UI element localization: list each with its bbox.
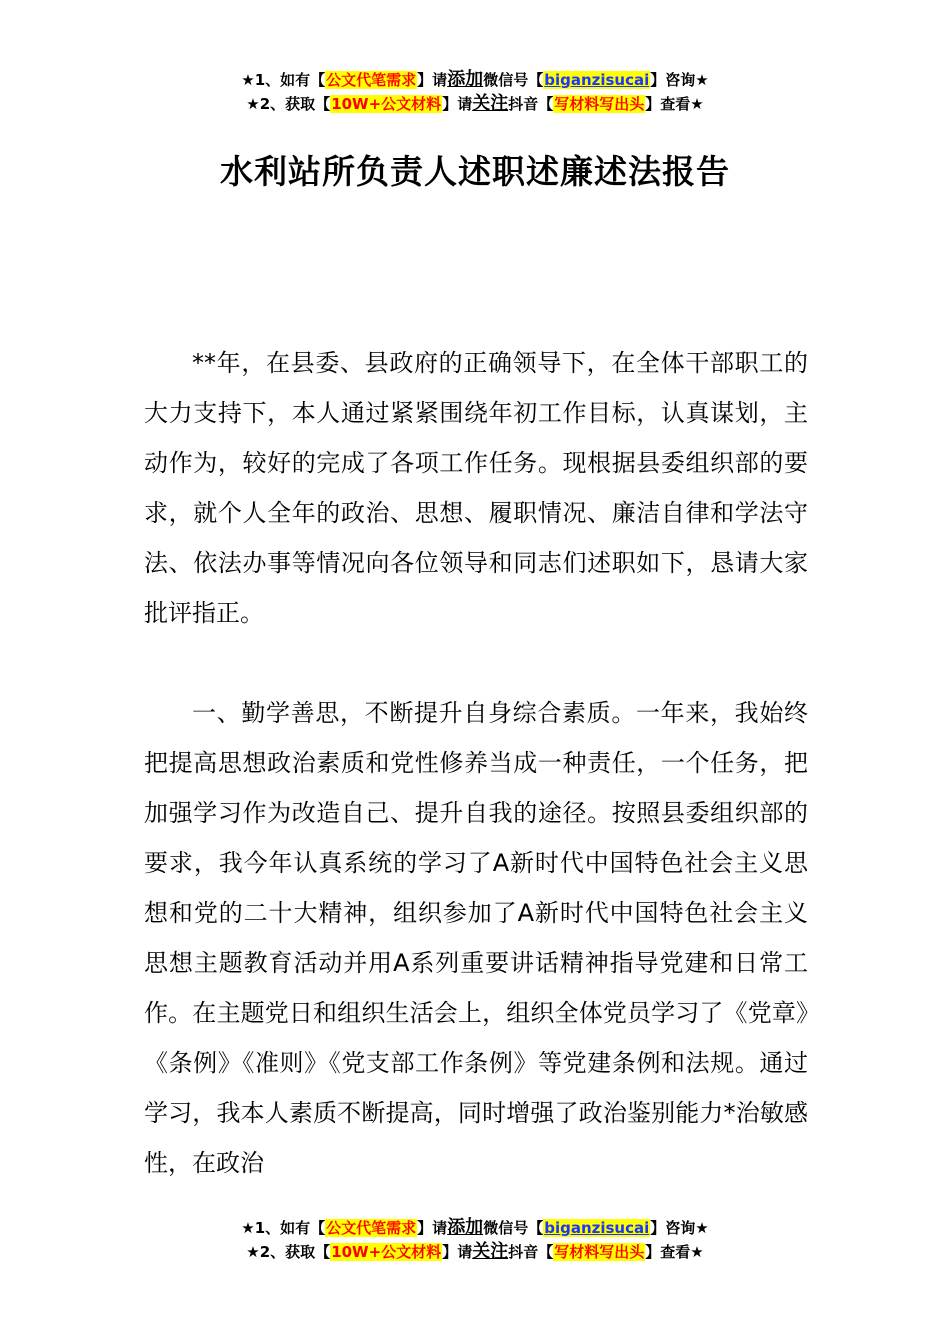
banner-text: ★2、获取【 xyxy=(246,1243,331,1261)
banner-text: 】请 xyxy=(442,95,473,113)
banner-text: ★2、获取【 xyxy=(246,95,331,113)
banner-line-2 xyxy=(0,1240,950,1264)
banner-emphasis: 添加 xyxy=(447,69,484,90)
banner-text: ★1、如有【 xyxy=(241,71,326,89)
highlight-materials: 10W+公文材料 xyxy=(331,1243,442,1261)
banner-text: 】请 xyxy=(442,1243,473,1261)
banner-text: ★1、如有【 xyxy=(241,1219,326,1237)
banner-emphasis: 关注 xyxy=(472,1241,509,1262)
banner-emphasis: 关注 xyxy=(472,93,509,114)
wechat-id-link[interactable]: biganzisucai xyxy=(544,71,650,89)
banner-text: 】查看★ xyxy=(645,1243,704,1261)
banner-text: 微信号【 xyxy=(483,71,544,89)
banner-line-2 xyxy=(0,92,950,116)
banner-emphasis: 添加 xyxy=(447,1217,484,1238)
highlight-service: 公文代笔需求 xyxy=(326,1219,417,1237)
banner-text: 】请 xyxy=(417,1219,448,1237)
paragraph: 一、勤学善思，不断提升自身综合素质。一年来，我始终把提高思想政治素质和党性修养当成一种责任，一个任务，把加强学习作为改造自己、提升自我的途径。按照县委组织部的要求，我今年认真系统的学习了A新时代中国特色社会主义思想和党的二十大精神，组织参加了A新时代中国特色社会主义思想主题教育活动并用A系列重要讲话精神指导党建和日常工作。在主题党日和组织生活会上，组织全体党员学习了《党章》《条例》《准则》《党支部工作条例》等党建条例和法规。通过学习，我本人素质不断提高，同时增强了政治鉴别能力*治敏感性，在政治 xyxy=(144,699,808,1177)
top-banner xyxy=(0,68,950,116)
bottom-banner xyxy=(0,1216,950,1264)
body-section-intro xyxy=(144,338,808,638)
banner-text: 】咨询★ xyxy=(650,71,709,89)
banner-text: 抖音【 xyxy=(508,95,554,113)
paragraph: **年，在县委、县政府的正确领导下，在全体干部职工的大力支持下，本人通过紧紧围绕年初工作目标，认真谋划，主动作为，较好的完成了各项工作任务。现根据县委组织部的要求，就个人全年的政治、思想、履职情况、廉洁自律和学法守法、依法办事等情况向各位领导和同志们述职如下，恳请大家批评指正。 xyxy=(144,349,808,627)
highlight-douyin: 写材料写出头 xyxy=(554,95,645,113)
highlight-douyin: 写材料写出头 xyxy=(554,1243,645,1261)
document-title: 水利站所负责人述职述廉述法报告 xyxy=(220,152,730,191)
banner-text: 】请 xyxy=(417,71,448,89)
banner-text: 微信号【 xyxy=(483,1219,544,1237)
highlight-materials: 10W+公文材料 xyxy=(331,95,442,113)
body-section-one xyxy=(144,688,808,1188)
banner-line-1 xyxy=(0,1216,950,1240)
banner-text: 抖音【 xyxy=(508,1243,554,1261)
banner-text: 】咨询★ xyxy=(650,1219,709,1237)
banner-line-1 xyxy=(0,68,950,92)
wechat-id-link[interactable]: biganzisucai xyxy=(544,1219,650,1237)
highlight-service: 公文代笔需求 xyxy=(326,71,417,89)
banner-text: 】查看★ xyxy=(645,95,704,113)
